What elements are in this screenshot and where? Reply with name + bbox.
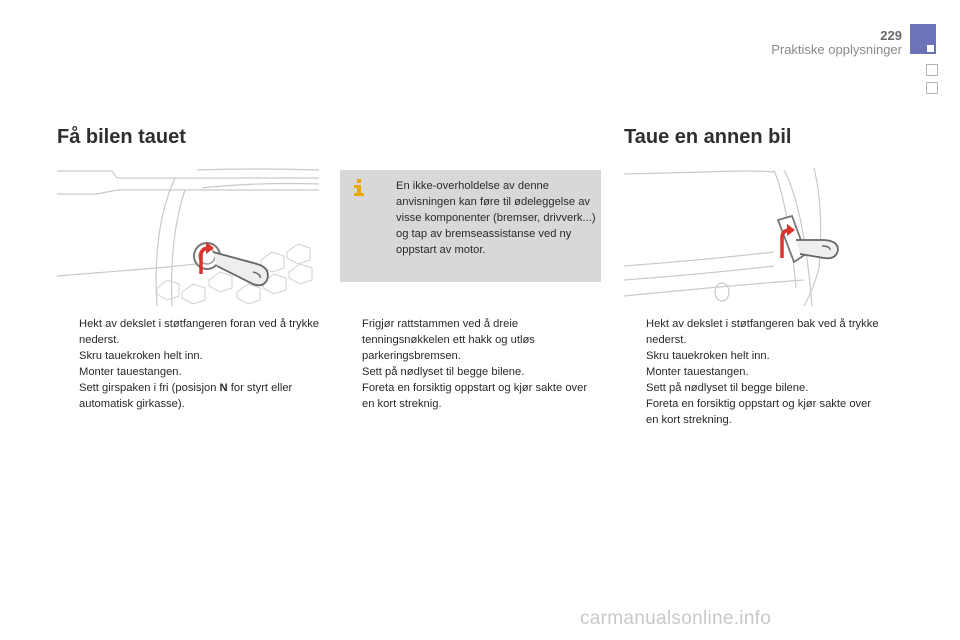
right-steps-list xyxy=(624,316,886,428)
left-steps-list xyxy=(57,316,327,412)
middle-steps-list xyxy=(340,316,602,412)
info-icon xyxy=(352,179,366,196)
rear-bumper-tow-hook-illustration xyxy=(624,168,886,306)
left-section-title: Få bilen tauet xyxy=(57,126,186,148)
list-item-text-after: for styrt eller automatisk girkasse). xyxy=(79,382,293,410)
list-item-text: Foreta en forsiktig oppstart og kjør sakte over en kort streknig. xyxy=(362,382,588,410)
info-text: En ikke-overholdelse av denne anvisningen kan føre til ødeleggelse av visse komponenter (bremser, drivverk...) og tap av bremseassistanse ved ny oppstart av motor. xyxy=(396,180,596,256)
list-item-text: Sett på nødlyset til begge bilene. xyxy=(362,366,525,378)
list-item xyxy=(340,380,602,412)
list-item-text: Monter tauestangen. xyxy=(646,366,749,378)
list-item xyxy=(340,364,602,380)
list-item xyxy=(57,348,327,364)
list-item xyxy=(624,364,886,380)
list-item-text: Frigjør rattstammen ved å dreie tenningsnøkkelen ett hakk og utløs parkeringsbremsen. xyxy=(362,318,535,362)
section-name: Praktiske opplysninger xyxy=(771,42,902,57)
section-tab-empty[interactable] xyxy=(926,82,938,94)
bumper-outline xyxy=(57,169,319,306)
front-bumper-tow-hook-illustration xyxy=(57,168,319,306)
watermark-link[interactable]: carmanualsonline.info xyxy=(580,608,772,629)
list-item-text: Foreta en forsiktig oppstart og kjør sakte over en kort strekning. xyxy=(646,398,872,426)
list-item-text: Monter tauestangen. xyxy=(79,366,182,378)
info-box xyxy=(340,170,601,282)
list-item-text: Hekt av dekslet i støtfangeren bak ved å trykke nederst. xyxy=(646,318,879,346)
list-item-text: Skru tauekroken helt inn. xyxy=(646,350,770,362)
list-item xyxy=(624,380,886,396)
list-item xyxy=(57,380,327,412)
list-item xyxy=(340,316,602,364)
list-item xyxy=(57,364,327,380)
list-item xyxy=(624,348,886,364)
page-number: 229 xyxy=(880,28,902,43)
list-item xyxy=(624,316,886,348)
gear-position-label: N xyxy=(219,382,228,394)
right-section-title: Taue en annen bil xyxy=(624,126,792,148)
list-item xyxy=(57,316,327,348)
section-tab-empty[interactable] xyxy=(926,64,938,76)
list-item-text-before: Sett girspaken i fri (posisjon xyxy=(79,382,220,394)
list-item xyxy=(624,396,886,428)
list-item-text: Skru tauekroken helt inn. xyxy=(79,350,203,362)
section-tab-active[interactable] xyxy=(910,24,936,54)
list-item-text: Sett på nødlyset til begge bilene. xyxy=(646,382,809,394)
filled-square-icon xyxy=(927,45,934,52)
tow-hook xyxy=(778,216,838,262)
list-item-text: Hekt av dekslet i støtfangeren foran ved å trykke nederst. xyxy=(79,318,320,346)
